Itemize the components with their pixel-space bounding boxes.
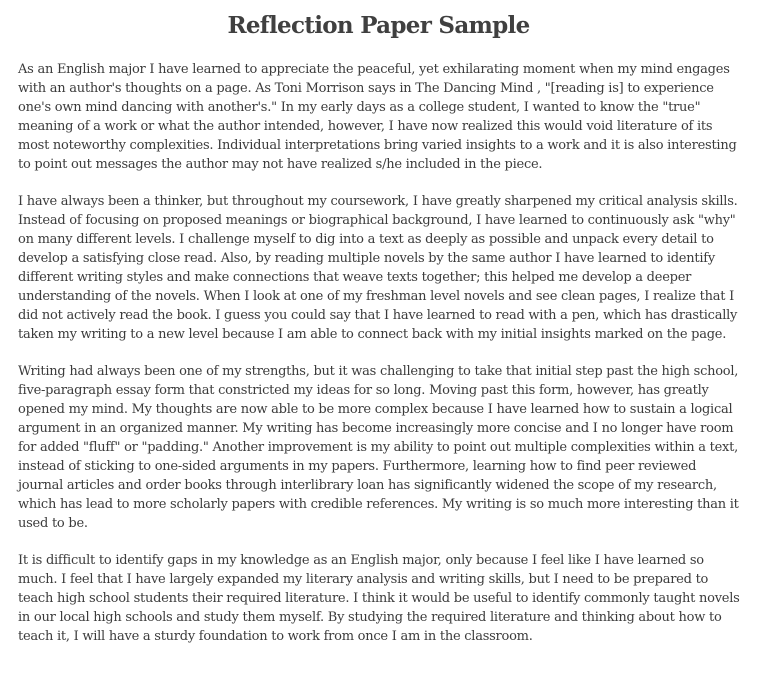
paragraph-2: I have always been a thinker, but throughout my coursework, I have greatly sharpened my critical analysis skills. Instead of focusing on proposed meanings or biographical background, I have learned to continuously ask "why" on many different levels. I challenge myself to dig into a text as deeply as possible and unpack every detail to develop a satisfying close read. Also, by reading multiple novels by the same author I have learned to identify different writing styles and make connections that weave texts together; this helped me develop a deeper understanding of the novels. When I look at one of my freshman level novels and see clean pages, I realize that I did not actively read the book. I guess you could say that I have learned to read with a pen, which has drastically taken my writing to a new level because I am able to connect back with my initial insights marked on the page. xyxy=(18,194,738,342)
document-body xyxy=(18,60,742,664)
paragraph-1: As an English major I have learned to appreciate the peaceful, yet exhilarating moment when my mind engages with an author's thoughts on a page. As Toni Morrison says in The Dancing Mind , "[reading is] to experience one's own mind dancing with another's." In my early days as a college student, I wanted to know the "true" meaning of a work or what the author intended, however, I have now realized this would void literature of its most noteworthy complexities. Individual interpretations bring varied insights to a work and it is also interesting to point out messages the author may not have realized s/he included in the piece. xyxy=(18,62,737,172)
paragraph-3: Writing had always been one of my strengths, but it was challenging to take that initial step past the high school, five-paragraph essay form that constricted my ideas for so long. Moving past this form, however, has greatly opened my mind. My thoughts are now able to be more complex because I have learned how to sustain a logical argument in an organized manner. My writing has become increasingly more concise and I no longer have room for added "fluff" or "padding." Another improvement is my ability to point out multiple complexities within a text, instead of sticking to one-sided arguments in my papers. Furthermore, learning how to find peer reviewed journal articles and order books through interlibrary loan has significantly widened the scope of my research, which has lead to more scholarly papers with credible references. My writing is so much more interesting than it used to be. xyxy=(18,364,739,531)
paragraph-4: It is difficult to identify gaps in my knowledge as an English major, only because I feel like I have learned so much. I feel that I have largely expanded my literary analysis and writing skills, but I need to be prepared to teach high school students their required literature. I think it would be useful to identify commonly taught novels in our local high schools and study them myself. By studying the required literature and thinking about how to teach it, I will have a sturdy foundation to work from once I am in the classroom. xyxy=(18,553,740,644)
document-title: Reflection Paper Sample xyxy=(227,12,530,39)
